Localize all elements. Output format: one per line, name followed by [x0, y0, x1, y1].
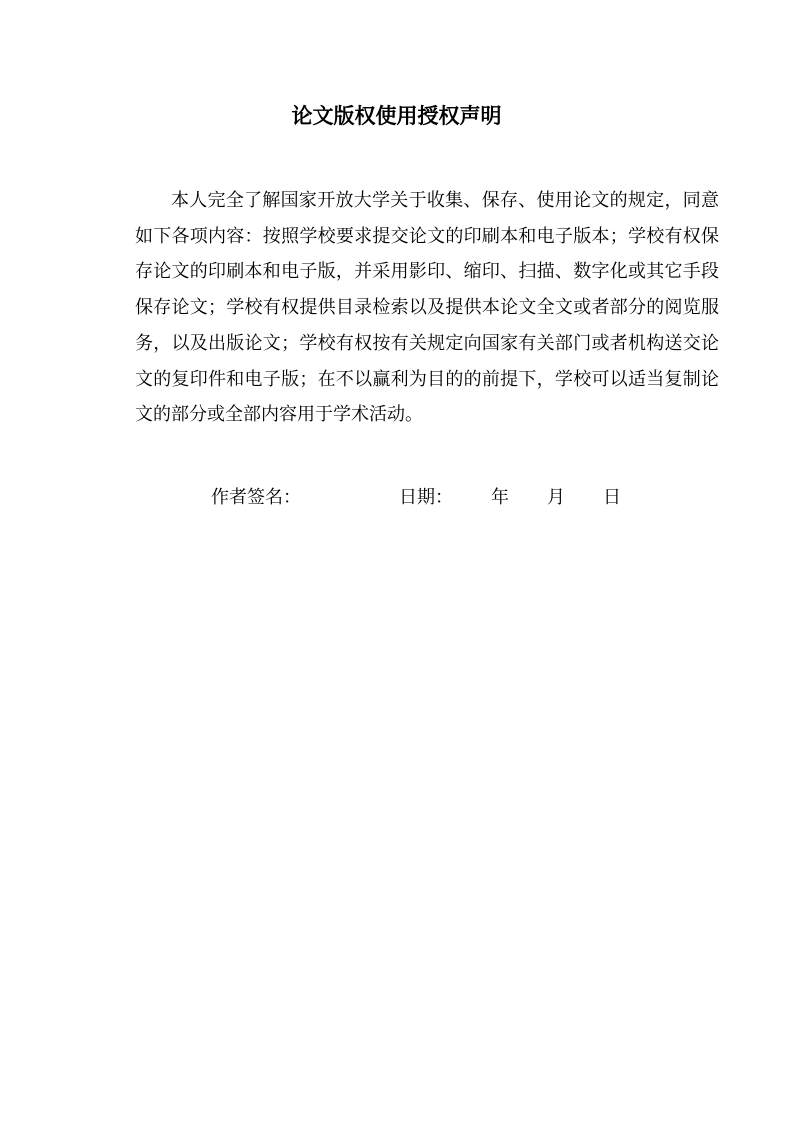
day-label: 日: [603, 487, 621, 508]
year-label: 年: [491, 487, 509, 508]
author-signature-label: 作者签名：: [211, 487, 301, 508]
month-label: 月: [547, 487, 565, 508]
signature-line: [211, 480, 711, 516]
declaration-paragraph: 本人完全了解国家开放大学关于收集、保存、使用论文的规定，同意如下各项内容：按照学校要求提交论文的印刷本和电子版本；学校有权保存论文的印刷本和电子版，并采用影印、缩印、扫描、数字化或其它手段保存论文；学校有权提供目录检索以及提供本论文全文或者部分的阅览服务，以及出版论文；学校有权按有关规定向国家有关部门或者机构送交论文的复印件和电子版；在不以赢利为目的的前提下，学校可以适当复制论文的部分或全部内容用于学术活动。: [135, 190, 719, 426]
date-label: 日期：: [399, 487, 453, 508]
page-title: 论文版权使用授权声明: [291, 104, 502, 128]
